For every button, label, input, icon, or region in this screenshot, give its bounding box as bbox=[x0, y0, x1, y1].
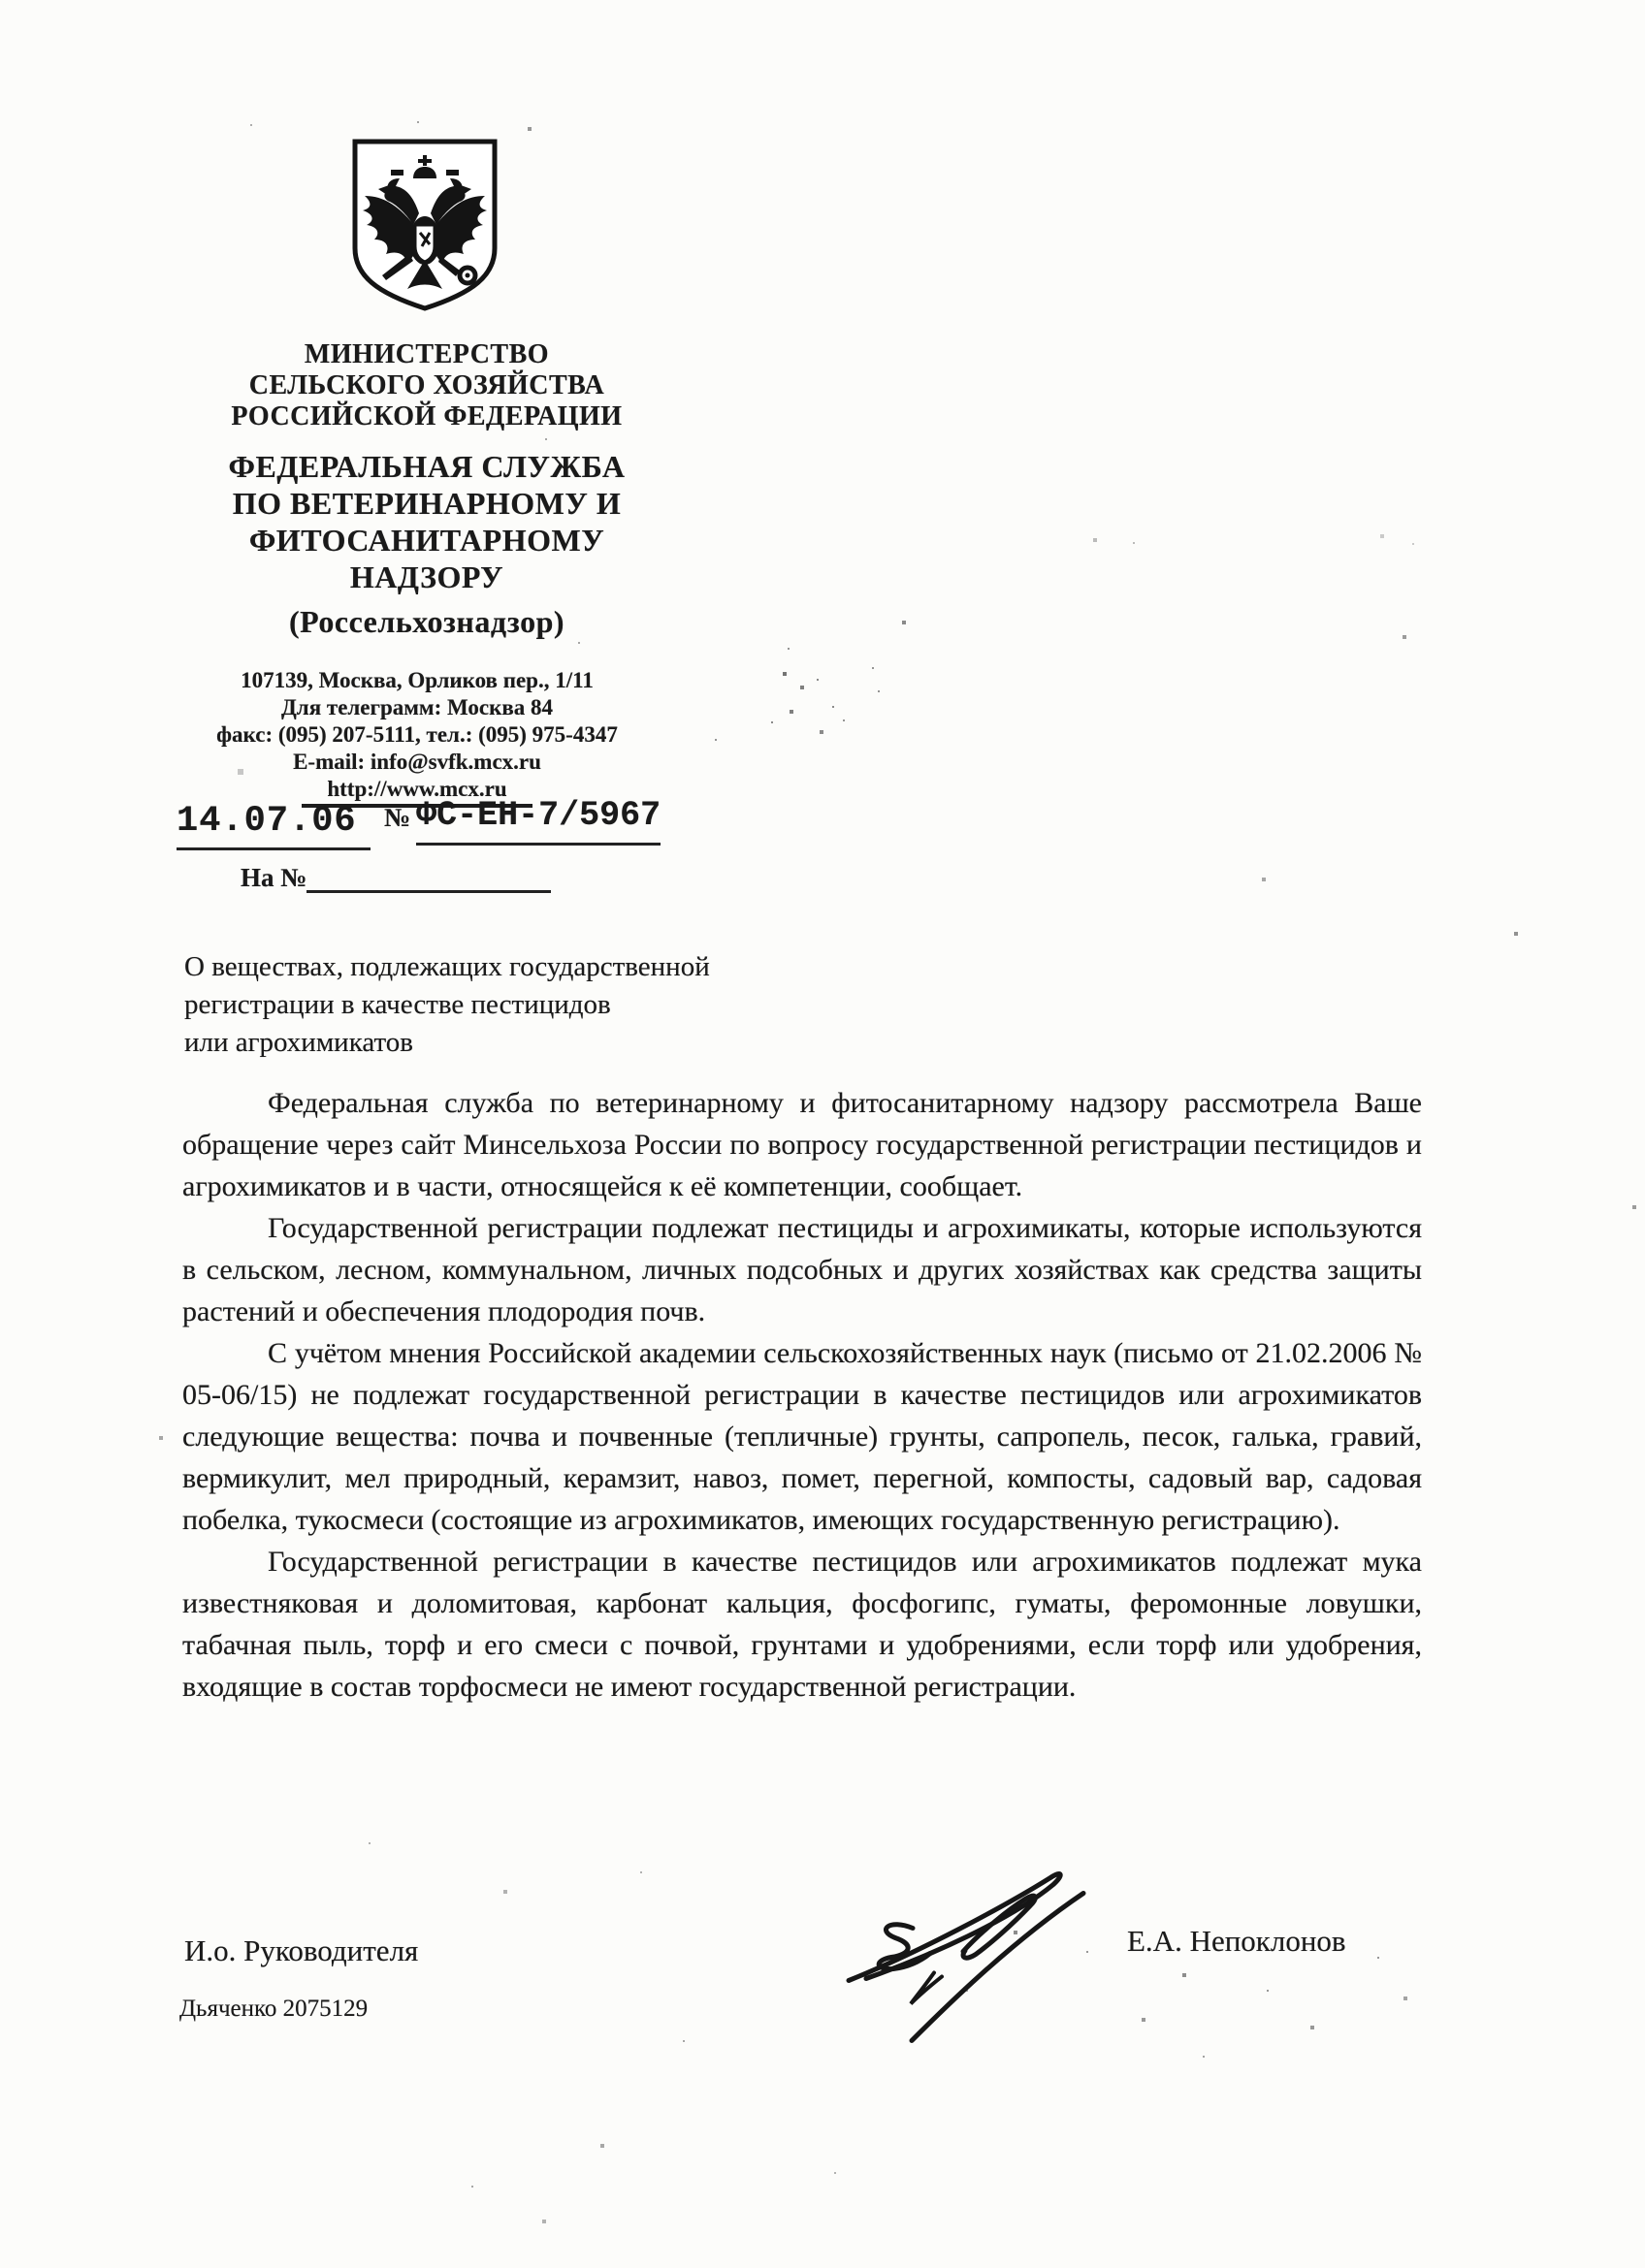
number-sign-label: № bbox=[384, 803, 411, 832]
executor-contact: Дьяченко 2075129 bbox=[179, 1996, 369, 2022]
federal-service-name bbox=[136, 448, 718, 640]
subject-line: регистрации в качестве пестицидов bbox=[184, 989, 611, 1020]
subject-line: или агрохимикатов bbox=[184, 1027, 413, 1058]
ministry-line: СЕЛЬСКОГО ХОЗЯЙСТВА bbox=[248, 370, 605, 400]
body-paragraph: Государственной регистрации подлежат пестициды и агрохимикаты, которые используются в сельском, лесном, коммунальном, личных подсобных и других хозяйствах как средства защиты растений и обеспечения плодородия почв. bbox=[182, 1212, 1422, 1327]
letter-body bbox=[182, 1082, 1422, 1708]
service-line: НАДЗОРУ bbox=[349, 559, 504, 594]
signature-autograph bbox=[820, 1854, 1111, 2062]
service-line: ФИТОСАНИТАРНОМУ bbox=[248, 523, 605, 558]
ministry-line: МИНИСТЕРСТВО bbox=[304, 339, 550, 369]
service-short-name: (Россельхознадзор) bbox=[288, 604, 565, 639]
address-line: Для телеграмм: Москва 84 bbox=[280, 695, 554, 719]
body-paragraph: С учётом мнения Российской академии сельскохозяйственных наук (письмо от 21.02.2006 № 05-06/15) не подлежат государственной регистрации в качестве пестицидов или агрохимикатов следующие вещества: почва и почвенные (тепличные) грунты, сапропель, песок, галька, гравий, вермикулит, мел природный, керамзит, навоз, помет, перегной, компосты, садовый вар, садовая побелка, тукосмеси (состоящие из агрохимикатов, имеющих государственную регистрацию). bbox=[182, 1337, 1422, 1536]
service-line: ФЕДЕРАЛЬНАЯ СЛУЖБА bbox=[228, 449, 626, 484]
address-line: 107139, Москва, Орликов пер., 1/11 bbox=[241, 668, 594, 692]
letter-number: ФС-ЕН-7/5967 bbox=[416, 796, 661, 846]
reply-to-label: На № bbox=[241, 863, 307, 892]
ministry-line: РОССИЙСКОЙ ФЕДЕРАЦИИ bbox=[231, 401, 623, 431]
reference-row bbox=[177, 796, 661, 851]
reply-number-blank bbox=[306, 861, 551, 893]
letter-subject bbox=[184, 948, 786, 1062]
reply-reference-row bbox=[241, 861, 551, 893]
letterhead-address bbox=[107, 667, 727, 808]
website-link: http://www.mcx.ru bbox=[302, 776, 532, 808]
signer-title: И.о. Руководителя bbox=[184, 1933, 419, 1967]
address-line: факс: (095) 207-5111, тел.: (095) 975-4347 bbox=[216, 722, 618, 747]
body-paragraph: Государственной регистрации в качестве пестицидов или агрохимикатов подлежат мука известняковая и доломитовая, карбонат кальция, фосфогипс, гуматы, феромонные ловушки, табачная пыль, торф и его смеси с почвой, грунтами и удобрениями, если торф или удобрения, входящие в состав торфосмеси не имеют государственной регистрации. bbox=[182, 1546, 1422, 1703]
letter-date: 14.07.06 bbox=[177, 801, 371, 850]
body-paragraph: Федеральная служба по ветеринарному и фитосанитарному надзору рассмотрела Ваше обращение через сайт Минсельхоза России по вопросу государственной регистрации пестицидов и агрохимикатов и в части, относящейся к её компетенции, сообщает. bbox=[182, 1087, 1422, 1202]
scan-noise-specks bbox=[0, 0, 2, 2]
coat-of-arms-icon bbox=[347, 136, 502, 315]
ministry-name bbox=[136, 339, 718, 432]
address-line: E-mail: info@svfk.mcx.ru bbox=[293, 750, 541, 774]
subject-line: О веществах, подлежащих государственной bbox=[184, 951, 710, 982]
signer-name: Е.А. Непоклонов bbox=[1127, 1924, 1346, 1958]
service-line: ПО ВЕТЕРИНАРНОМУ И bbox=[232, 486, 622, 521]
